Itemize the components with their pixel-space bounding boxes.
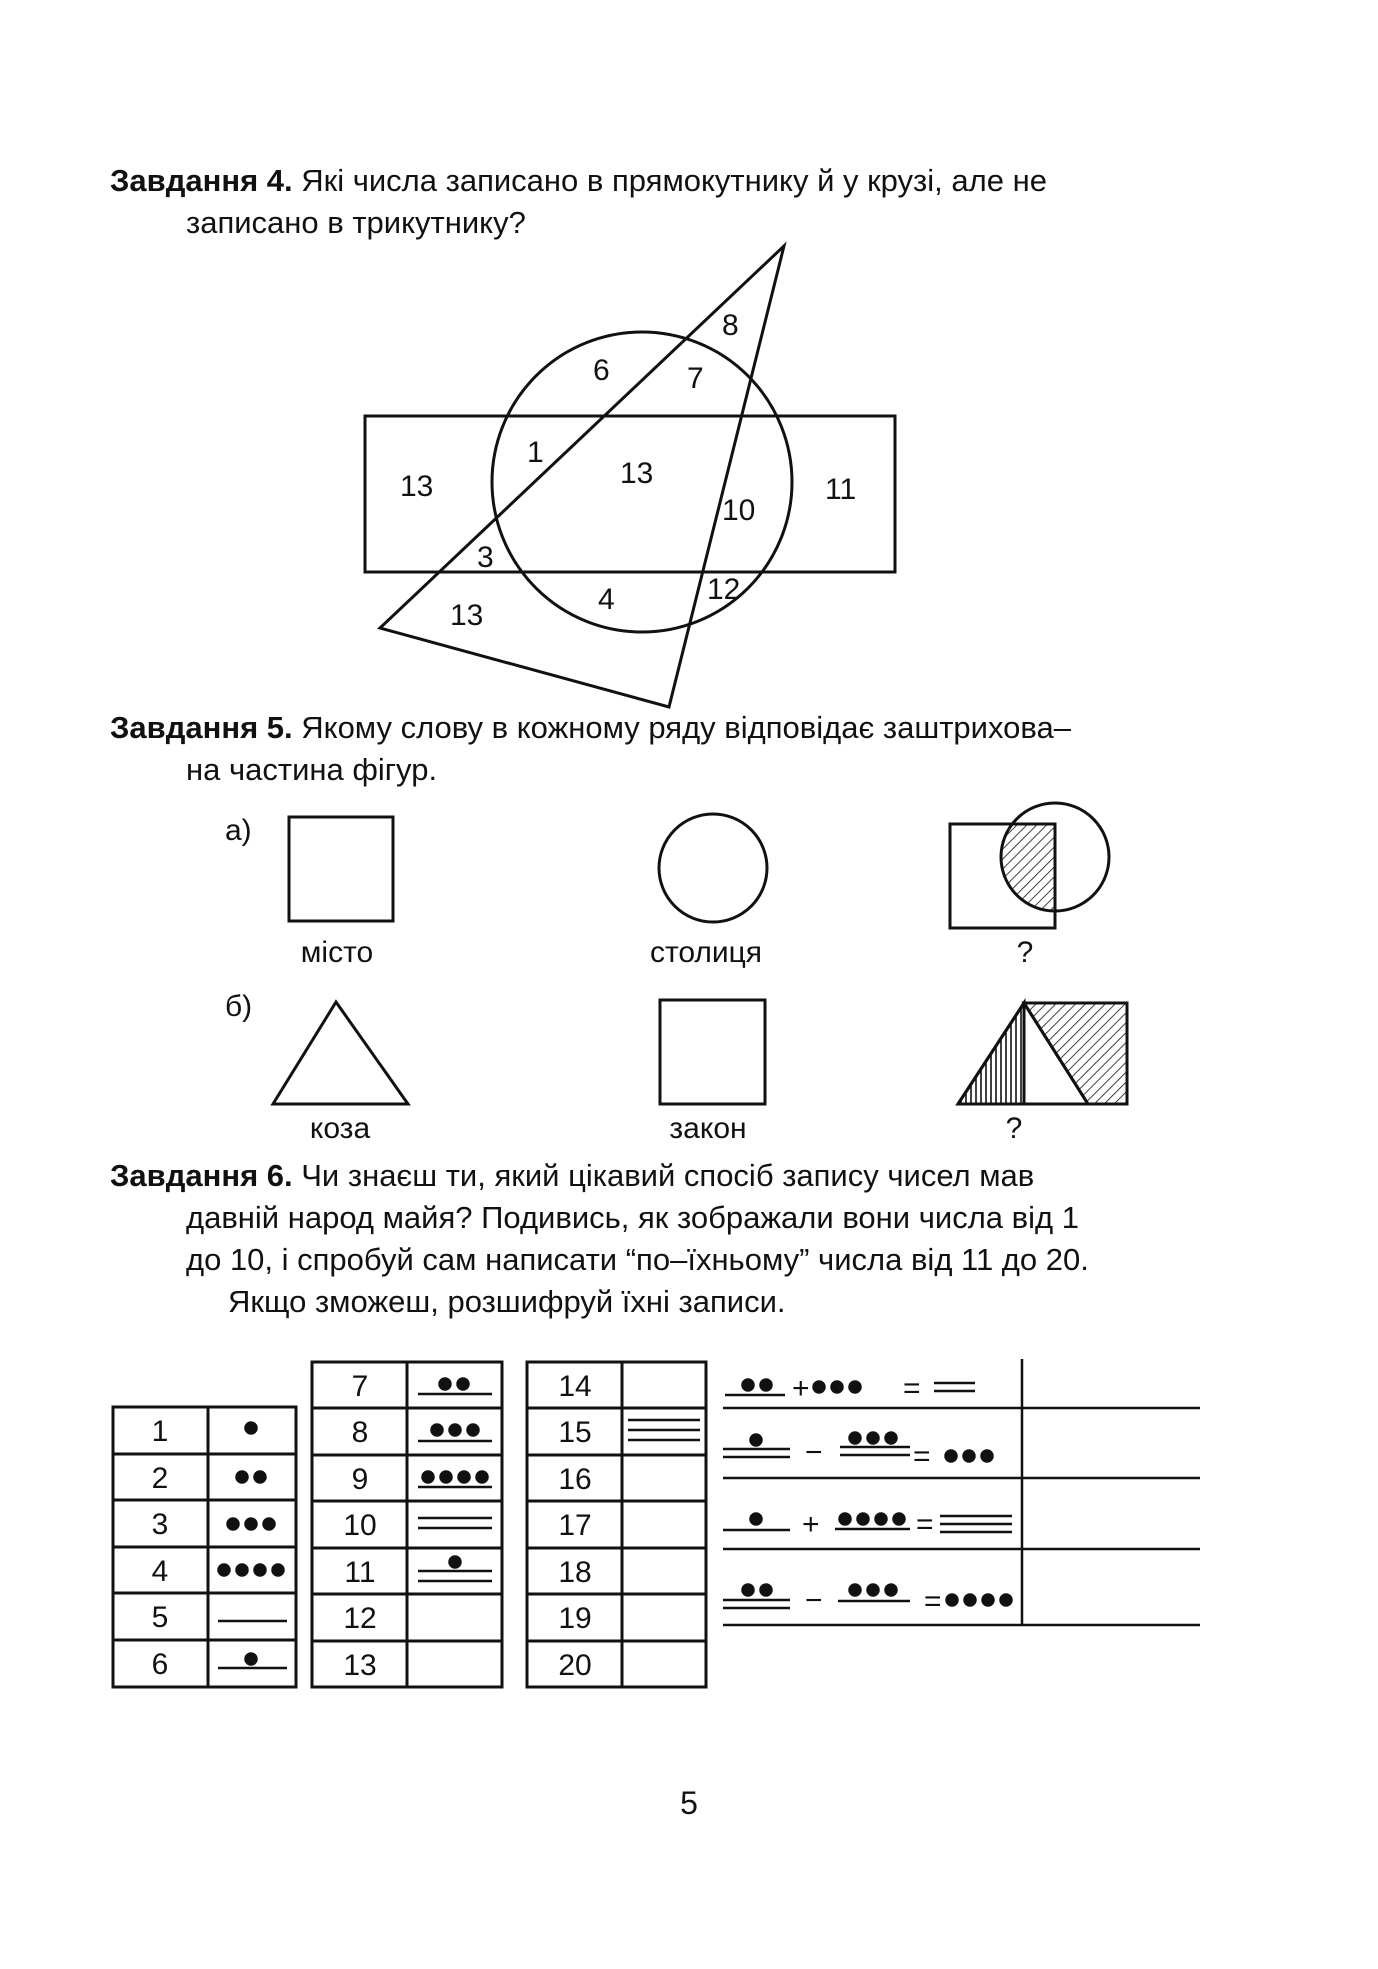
- table-cell: 15: [558, 1416, 592, 1449]
- plus-sign: +: [802, 1508, 820, 1541]
- table-cell: 9: [351, 1463, 369, 1496]
- maya-table-3: [527, 1362, 706, 1687]
- table-cell: 2: [151, 1462, 169, 1495]
- venn-number: 6: [593, 354, 610, 387]
- venn-number: 11: [825, 473, 857, 506]
- task6-text1: Чи знаєш ти, який цікавий спосіб запису чисел мав: [301, 1158, 1035, 1193]
- maya-table-2: [312, 1362, 502, 1687]
- maya-symbols-1: [218, 1423, 287, 1669]
- square-shape: [289, 817, 393, 921]
- square-shape: [660, 1000, 765, 1104]
- maya-table-1: [113, 1407, 296, 1687]
- table-cell: 6: [151, 1648, 169, 1681]
- venn-number: 1: [527, 436, 544, 469]
- plus-sign: +: [792, 1372, 810, 1405]
- word-koza: коза: [309, 1112, 371, 1145]
- table-3-numbers: [558, 1370, 591, 1682]
- task5-text1: Якому слову в кожному ряду відповідає заштрихова–: [301, 710, 1071, 745]
- table-cell: 4: [151, 1555, 169, 1588]
- venn-number: 3: [477, 541, 494, 574]
- table-cell: 17: [558, 1509, 592, 1542]
- venn-numbers: [400, 309, 856, 632]
- minus-sign: −: [805, 1436, 823, 1469]
- row-a-label: а): [225, 814, 252, 847]
- table-cell: 16: [558, 1463, 592, 1496]
- table-cell: 19: [558, 1602, 592, 1635]
- minus-sign: −: [805, 1584, 823, 1617]
- task4-text1: Які числа записано в прямокутнику й у крузі, але не: [301, 163, 1047, 198]
- word-question-a: ?: [1016, 936, 1034, 969]
- word-misto: місто: [300, 936, 374, 969]
- table-cell: 12: [343, 1602, 377, 1635]
- table-cell: 13: [343, 1649, 377, 1682]
- venn-number: 8: [722, 309, 739, 342]
- venn-number: 13: [400, 470, 434, 503]
- table-cell: 8: [351, 1416, 369, 1449]
- task4-text2: записано в трикутнику?: [186, 205, 526, 240]
- row-b-label: б): [225, 990, 253, 1023]
- equals-sign: =: [903, 1372, 921, 1405]
- maya-symbols-3: [628, 1420, 700, 1440]
- equals-sign: =: [924, 1585, 942, 1618]
- venn-number: 13: [450, 599, 484, 632]
- hatched-square-part: [1024, 1003, 1127, 1104]
- task5-text2: на частина фігур.: [186, 752, 438, 787]
- equals-sign: =: [916, 1508, 934, 1541]
- venn-number: 13: [620, 457, 654, 490]
- table-cell: 10: [343, 1509, 377, 1542]
- task6-text4: Якщо зможеш, розшифруй їхні записи.: [228, 1284, 786, 1319]
- word-zakon: закон: [669, 1112, 747, 1145]
- task6-text3: до 10, і спробуй сам написати “по–їхньому” числа від 11 до 20.: [186, 1242, 1089, 1277]
- venn-number: 10: [722, 494, 756, 527]
- table-cell: 7: [351, 1370, 369, 1403]
- task5-row-b: [225, 990, 1127, 1145]
- table-cell: 14: [558, 1370, 592, 1403]
- task6-title: Завдання 6.: [110, 1158, 293, 1193]
- word-stolytsia: столиця: [649, 936, 763, 969]
- task5-row-a: [225, 803, 1109, 969]
- equals-sign: =: [913, 1440, 931, 1473]
- venn-number: 4: [598, 583, 615, 616]
- task4-title: Завдання 4.: [110, 163, 293, 198]
- page-number: 5: [680, 1785, 698, 1821]
- table-cell: 3: [151, 1508, 169, 1541]
- rectangle-shape: [365, 416, 895, 572]
- table-2-numbers: [343, 1370, 376, 1682]
- table-cell: 18: [558, 1556, 592, 1589]
- table-cell: 1: [151, 1415, 169, 1448]
- circle-shape: [659, 814, 767, 922]
- task6-text2: давній народ майя? Подивись, як зображали вони числа від 1: [186, 1200, 1079, 1235]
- word-question-b: ?: [1005, 1112, 1023, 1145]
- table-cell: 5: [151, 1601, 169, 1634]
- triangle-shape: [273, 1002, 408, 1104]
- venn-number: 7: [687, 362, 704, 395]
- venn-number: 12: [707, 573, 741, 606]
- table-cell: 11: [344, 1556, 376, 1589]
- table-cell: 20: [558, 1649, 592, 1682]
- task5-title: Завдання 5.: [110, 710, 293, 745]
